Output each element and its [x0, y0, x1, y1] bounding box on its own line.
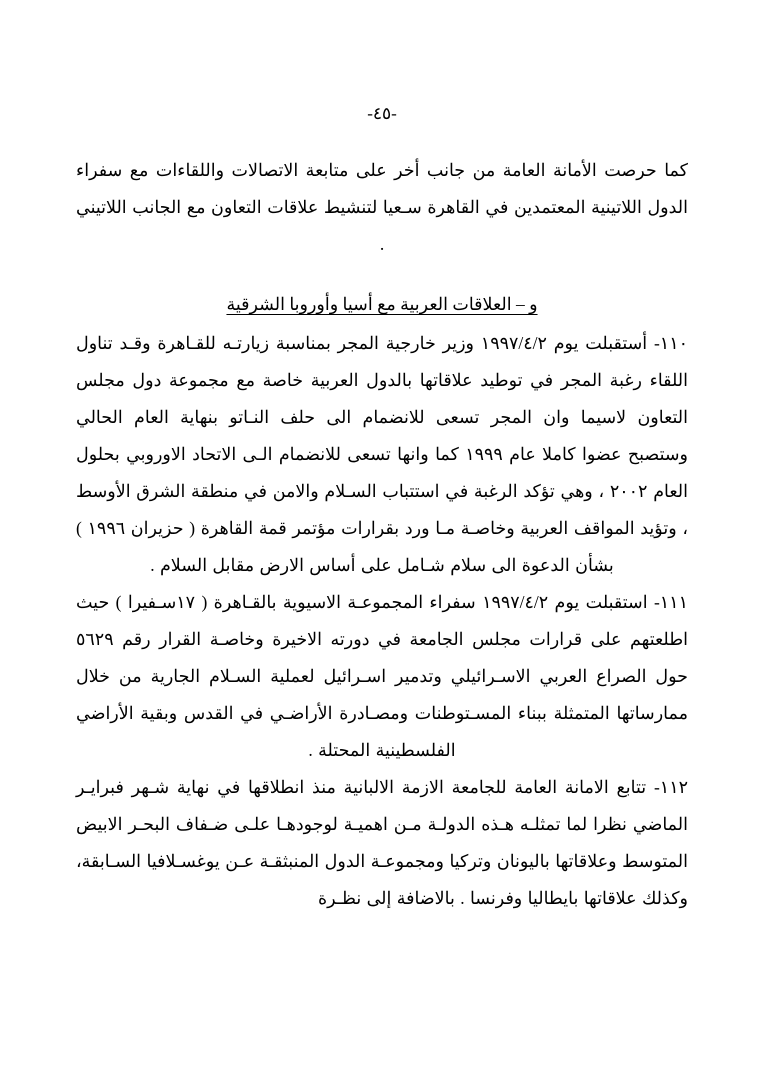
- section-heading-text: و – العلاقات العربية مع أسيا وأوروبا الشرقية: [226, 294, 538, 314]
- paragraph-text-110: أستقبلت يوم ١٩٩٧/٤/٢ وزير خارجية المجر بمناسبة زيارتـه للقـاهرة وقـد تناول اللقاء رغبة المجر في توطيد علاقاتها بالدول العربية خاصة مع مجموعة دول مجلس التعاون لاسيما وان المجر تسعى للانضمام الى حلف النـاتو بنهاية العام الحالي وستصبح عضوا كاملا عام ١٩٩٩ كما وانها تسعى للانضمام الـى الاتحاد الاوروبي بحلول العام ٢٠٠٢ ، وهي تؤكد الرغبة في استتباب السـلام والامن في منطقة الشرق الأوسط ، وتؤيد المواقف العربية وخاصـة مـا ورد بقرارات مؤتمر قمة القاهرة ( حزيران ١٩٩٦ ) بشأن الدعوة الى سلام شـامل على أساس الارض مقابل السلام .: [76, 333, 688, 575]
- paragraph-text-112: تتابع الامانة العامة للجامعة الازمة الالبانية منذ انطلاقها في نهاية شـهر فبرايـر الماضي نظرا لما تمثلـه هـذه الدولـة مـن اهميـة لوجودهـا علـى ضـفاف البحـر الابيض المتوسط وعلاقاتها باليونان وتركيا ومجموعـة الدول المنبثقـة عـن يوغسـلافيا السـابقة، وكذلك علاقاتها بايطاليا وفرنسا . بالاضافة إلى نظـرة: [76, 777, 688, 908]
- page-number: -٤٥-: [367, 104, 397, 123]
- intro-paragraph: كما حرصت الأمانة العامة من جانب أخر على متابعة الاتصالات واللقاءات مع سفراء الدول اللاتينية المعتمدين في القاهرة سـعيا لتنشيط علاقات التعاون مع الجانب اللاتيني .: [76, 160, 688, 254]
- paragraph-number-110: ١١٠-: [653, 333, 688, 353]
- paragraph-number-112: ١١٢-: [653, 777, 688, 797]
- section-heading: [76, 287, 688, 321]
- document-body: [76, 152, 688, 917]
- numbered-paragraph-112: [76, 769, 688, 917]
- numbered-paragraph-111: [76, 584, 688, 769]
- paragraph-number-111: ١١١-: [653, 592, 688, 612]
- spacer: [76, 263, 688, 269]
- paragraph-text-111: استقبلت يوم ١٩٩٧/٤/٢ سفراء المجموعـة الاسيوية بالقـاهرة ( ١٧سـفيرا ) حيث اطلعتهم على قرارات مجلس الجامعة في دورته الاخيرة وخاصـة القرار رقم ٥٦٢٩ حول الصراع العربي الاسـرائيلي وتدمير اسـرائيل لعملية السـلام الجارية من خلال ممارساتها المتمثلة ببناء المسـتوطنات ومصـادرة الأراضـي في القدس وبقية الأراضي الفلسطينية المحتلة .: [76, 592, 688, 760]
- numbered-paragraph-110: [76, 325, 688, 584]
